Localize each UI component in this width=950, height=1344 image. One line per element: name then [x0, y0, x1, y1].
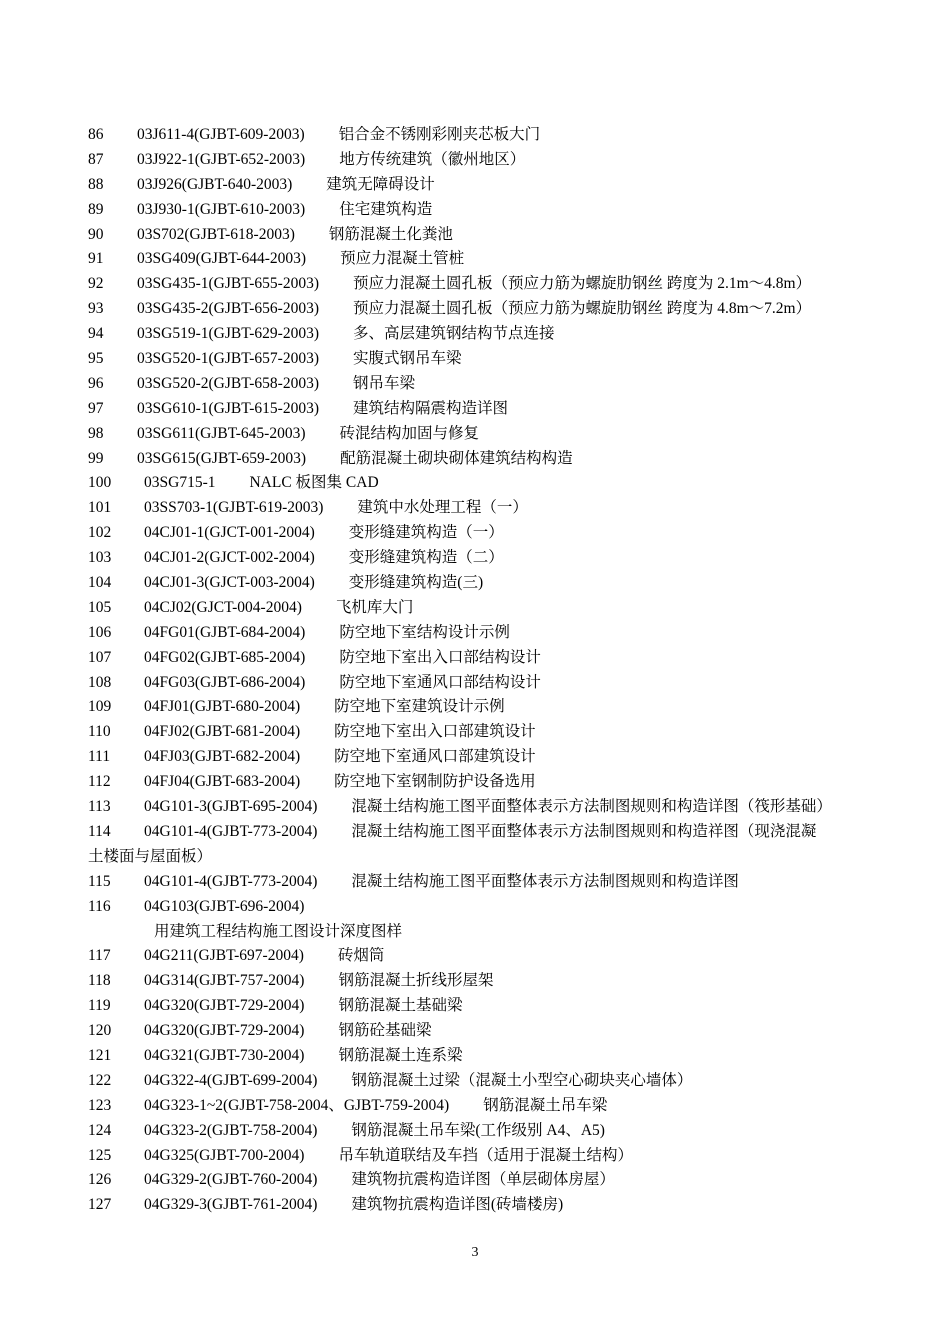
item-number: 115	[88, 872, 111, 890]
item-title: 防空地下室出入口部结构设计	[339, 648, 541, 666]
item-number: 108	[88, 673, 112, 691]
item-number: 119	[88, 997, 111, 1015]
item-title: 住宅建筑构造	[339, 200, 433, 218]
item-code: 04G211(GJBT-697-2004)	[144, 947, 304, 965]
item-title: NALC 板图集 CAD	[249, 474, 379, 492]
list-item	[88, 1044, 888, 1069]
item-number: 92	[88, 275, 104, 293]
item-code: 04G320(GJBT-729-2004)	[144, 997, 305, 1015]
list-item	[88, 247, 888, 272]
item-title: 防空地下室钢制防护设备选用	[334, 773, 536, 791]
page-number: 3	[471, 1245, 479, 1260]
item-title: 变形缝建筑构造（二）	[348, 549, 504, 567]
item-title: 铝合金不锈刚彩刚夹芯板大门	[338, 126, 541, 143]
item-code: 04FJ03(GJBT-682-2004)	[144, 748, 301, 766]
item-title: 建筑物抗震构造详图(砖墙楼房)	[351, 1196, 564, 1214]
item-number: 126	[88, 1171, 112, 1189]
item-title: 建筑结构隔震构造详图	[352, 399, 508, 417]
item-number: 88	[88, 175, 104, 193]
item-number: 117	[88, 947, 111, 965]
item-title-continuation: 土楼面与屋面板）	[88, 847, 213, 865]
list-item	[88, 223, 888, 248]
item-title: 防空地下室建筑设计示例	[334, 698, 505, 716]
item-number: 105	[88, 598, 112, 616]
item-number: 89	[88, 200, 104, 218]
list-item	[88, 770, 888, 795]
item-number: 102	[88, 524, 112, 542]
list-item	[88, 397, 888, 422]
list-item	[88, 297, 888, 322]
item-code: 03SG715-1	[144, 474, 216, 492]
item-number: 112	[88, 773, 111, 791]
item-code: 04CJ01-3(GJCT-003-2004)	[144, 574, 315, 592]
item-code: 03SG520-2(GJBT-658-2003)	[137, 374, 319, 392]
item-code: 04CJ02(GJCT-004-2004)	[144, 598, 302, 616]
item-code: 03SG435-2(GJBT-656-2003)	[137, 300, 319, 318]
item-number: 114	[88, 822, 111, 840]
item-title: 钢筋混凝土化粪池	[328, 225, 453, 243]
list-item	[88, 795, 888, 820]
item-code: 04G101-3(GJBT-695-2004)	[144, 798, 318, 816]
item-number: 99	[88, 449, 104, 467]
item-title: 吊车轨道联结及车挡（适用于混凝土结构）	[338, 1146, 633, 1164]
list-item	[88, 496, 888, 521]
item-title: 地方传统建筑（徽州地区）	[339, 150, 526, 168]
list-item	[88, 1168, 888, 1193]
item-code: 03SG610-1(GJBT-615-2003)	[137, 399, 319, 417]
item-title: 钢筋砼基础梁	[338, 1022, 432, 1040]
item-title: 钢筋混凝土过梁（混凝土小型空心砌块夹心墙体）	[351, 1071, 693, 1089]
item-number: 127	[88, 1196, 112, 1214]
list-item	[88, 521, 888, 546]
item-code: 04FG03(GJBT-686-2004)	[144, 673, 306, 691]
item-code: 04FG02(GJBT-685-2004)	[144, 648, 306, 666]
item-title: 预应力混凝土圆孔板（预应力筋为螺旋肋钢丝 跨度为 2.1m～4.8m）	[352, 275, 812, 293]
item-number: 109	[88, 698, 112, 716]
list-item	[88, 1144, 888, 1169]
list-item	[88, 571, 888, 596]
item-code: 04G329-2(GJBT-760-2004)	[144, 1171, 318, 1189]
item-number: 95	[88, 350, 104, 368]
item-title: 防空地下室结构设计示例	[339, 623, 510, 641]
item-title: 防空地下室通风口部建筑设计	[334, 748, 536, 766]
list-item	[88, 422, 888, 447]
item-number: 86	[88, 126, 104, 143]
list-item	[88, 621, 888, 646]
item-title: 钢筋混凝土吊车梁	[483, 1096, 608, 1114]
list-item	[88, 1119, 888, 1144]
item-title: 配筋混凝土砌块砌体建筑结构构造	[340, 449, 573, 467]
list-item	[88, 695, 888, 720]
item-number: 100	[88, 474, 112, 492]
item-title: 钢筋混凝土吊车梁(工作级别 A4、A5)	[351, 1121, 605, 1139]
item-code: 03S702(GJBT-618-2003)	[137, 225, 295, 243]
item-number: 94	[88, 325, 104, 343]
item-code: 04G325(GJBT-700-2004)	[144, 1146, 305, 1164]
item-title: 砖烟筒	[337, 947, 385, 965]
list-item	[88, 471, 888, 496]
item-code: 04G323-2(GJBT-758-2004)	[144, 1121, 318, 1139]
list-item	[88, 1019, 888, 1044]
item-code: 03J930-1(GJBT-610-2003)	[137, 200, 306, 218]
list-item	[88, 870, 888, 895]
item-number: 124	[88, 1121, 112, 1139]
item-title: 预应力混凝土圆孔板（预应力筋为螺旋肋钢丝 跨度为 4.8m～7.2m）	[352, 300, 812, 318]
item-number: 121	[88, 1046, 112, 1064]
list-item	[88, 646, 888, 671]
item-code: 03SG520-1(GJBT-657-2003)	[137, 350, 319, 368]
item-code: 04FJ02(GJBT-681-2004)	[144, 723, 301, 741]
list-item	[88, 671, 888, 696]
item-number: 106	[88, 623, 112, 641]
list-item	[88, 994, 888, 1019]
item-title: 多、高层建筑钢结构节点连接	[352, 325, 555, 343]
item-number: 90	[88, 225, 104, 243]
item-title: 飞机库大门	[335, 598, 414, 616]
list-item	[88, 173, 888, 198]
item-code: 03SG435-1(GJBT-655-2003)	[137, 275, 319, 293]
item-number: 107	[88, 648, 112, 666]
item-number: 122	[88, 1071, 112, 1089]
item-code: 04FJ04(GJBT-683-2004)	[144, 773, 301, 791]
list-item-continuation	[88, 845, 888, 870]
list-item	[88, 596, 888, 621]
list-item	[88, 546, 888, 571]
item-code: 04G320(GJBT-729-2004)	[144, 1022, 305, 1040]
item-title-continuation: 用建筑工程结构施工图设计深度图样	[154, 922, 403, 940]
item-code: 04G103(GJBT-696-2004)	[144, 897, 305, 915]
item-code: 03J922-1(GJBT-652-2003)	[137, 150, 306, 168]
item-title: 砖混结构加固与修复	[339, 424, 480, 442]
item-number: 96	[88, 374, 104, 392]
list-item	[88, 820, 888, 845]
item-code: 03SG409(GJBT-644-2003)	[137, 250, 307, 268]
item-title: 钢筋混凝土连系梁	[338, 1046, 463, 1064]
item-title: 防空地下室通风口部结构设计	[339, 673, 541, 691]
list-item	[88, 1193, 888, 1218]
item-number: 113	[88, 798, 111, 816]
item-code: 04G323-1~2(GJBT-758-2004、GJBT-759-2004)	[144, 1096, 450, 1114]
standard-list	[88, 123, 888, 1218]
item-code: 04CJ01-1(GJCT-001-2004)	[144, 524, 315, 542]
item-code: 03SS703-1(GJBT-619-2003)	[144, 499, 324, 517]
list-item	[88, 347, 888, 372]
item-code: 03J926(GJBT-640-2003)	[137, 175, 293, 193]
item-number: 98	[88, 424, 104, 442]
item-title: 预应力混凝土管桩	[340, 250, 465, 268]
item-code: 04G329-3(GJBT-761-2004)	[144, 1196, 318, 1214]
item-code: 04CJ01-2(GJCT-002-2004)	[144, 549, 315, 567]
list-item-continuation	[88, 920, 888, 945]
item-code: 04FJ01(GJBT-680-2004)	[144, 698, 301, 716]
item-code: 03J611-4(GJBT-609-2003)	[137, 126, 305, 143]
list-item	[88, 1069, 888, 1094]
item-code: 04FG01(GJBT-684-2004)	[144, 623, 306, 641]
list-item	[88, 1094, 888, 1119]
list-item	[88, 322, 888, 347]
list-item	[88, 198, 888, 223]
item-code: 03SG611(GJBT-645-2003)	[137, 424, 306, 442]
item-title: 建筑中水处理工程（一）	[357, 499, 528, 517]
item-code: 03SG615(GJBT-659-2003)	[137, 449, 307, 467]
item-title: 钢吊车梁	[352, 374, 415, 392]
list-item	[88, 372, 888, 397]
item-title: 混凝土结构施工图平面整体表示方法制图规则和构造祥图（现浇混凝	[351, 822, 817, 840]
item-code: 04G314(GJBT-757-2004)	[144, 972, 305, 990]
item-number: 118	[88, 972, 111, 990]
item-code: 04G321(GJBT-730-2004)	[144, 1046, 305, 1064]
list-item	[88, 272, 888, 297]
item-number: 103	[88, 549, 112, 567]
list-item	[88, 720, 888, 745]
item-code: 03SG519-1(GJBT-629-2003)	[137, 325, 319, 343]
item-number: 97	[88, 399, 104, 417]
list-item	[88, 944, 888, 969]
item-number: 104	[88, 574, 112, 592]
item-number: 120	[88, 1022, 112, 1040]
item-number: 110	[88, 723, 111, 741]
item-title: 变形缝建筑构造(三)	[348, 574, 484, 592]
item-code: 04G322-4(GJBT-699-2004)	[144, 1071, 318, 1089]
list-item	[88, 148, 888, 173]
list-item	[88, 969, 888, 994]
list-item	[88, 123, 888, 148]
item-number: 101	[88, 499, 112, 517]
item-title: 防空地下室出入口部建筑设计	[334, 723, 536, 741]
item-title: 变形缝建筑构造（一）	[348, 524, 504, 542]
item-number: 123	[88, 1096, 112, 1114]
item-number: 116	[88, 897, 111, 915]
list-item	[88, 895, 888, 920]
item-number: 93	[88, 300, 104, 318]
item-number: 87	[88, 150, 104, 168]
item-title: 建筑物抗震构造详图（单层砌体房屋）	[351, 1171, 615, 1189]
item-title: 建筑无障碍设计	[326, 175, 435, 193]
list-item	[88, 745, 888, 770]
item-title: 混凝土结构施工图平面整体表示方法制图规则和构造详图（筏形基础）	[351, 798, 832, 816]
item-number: 125	[88, 1146, 112, 1164]
item-number: 111	[88, 748, 111, 766]
item-number: 91	[88, 250, 104, 268]
item-title: 实腹式钢吊车梁	[352, 350, 462, 368]
item-title: 钢筋混凝土基础梁	[338, 997, 463, 1015]
item-title: 混凝土结构施工图平面整体表示方法制图规则和构造详图	[351, 872, 739, 890]
item-title: 钢筋混凝土折线形屋架	[338, 972, 494, 990]
list-item	[88, 447, 888, 472]
item-code: 04G101-4(GJBT-773-2004)	[144, 872, 318, 890]
item-code: 04G101-4(GJBT-773-2004)	[144, 822, 318, 840]
